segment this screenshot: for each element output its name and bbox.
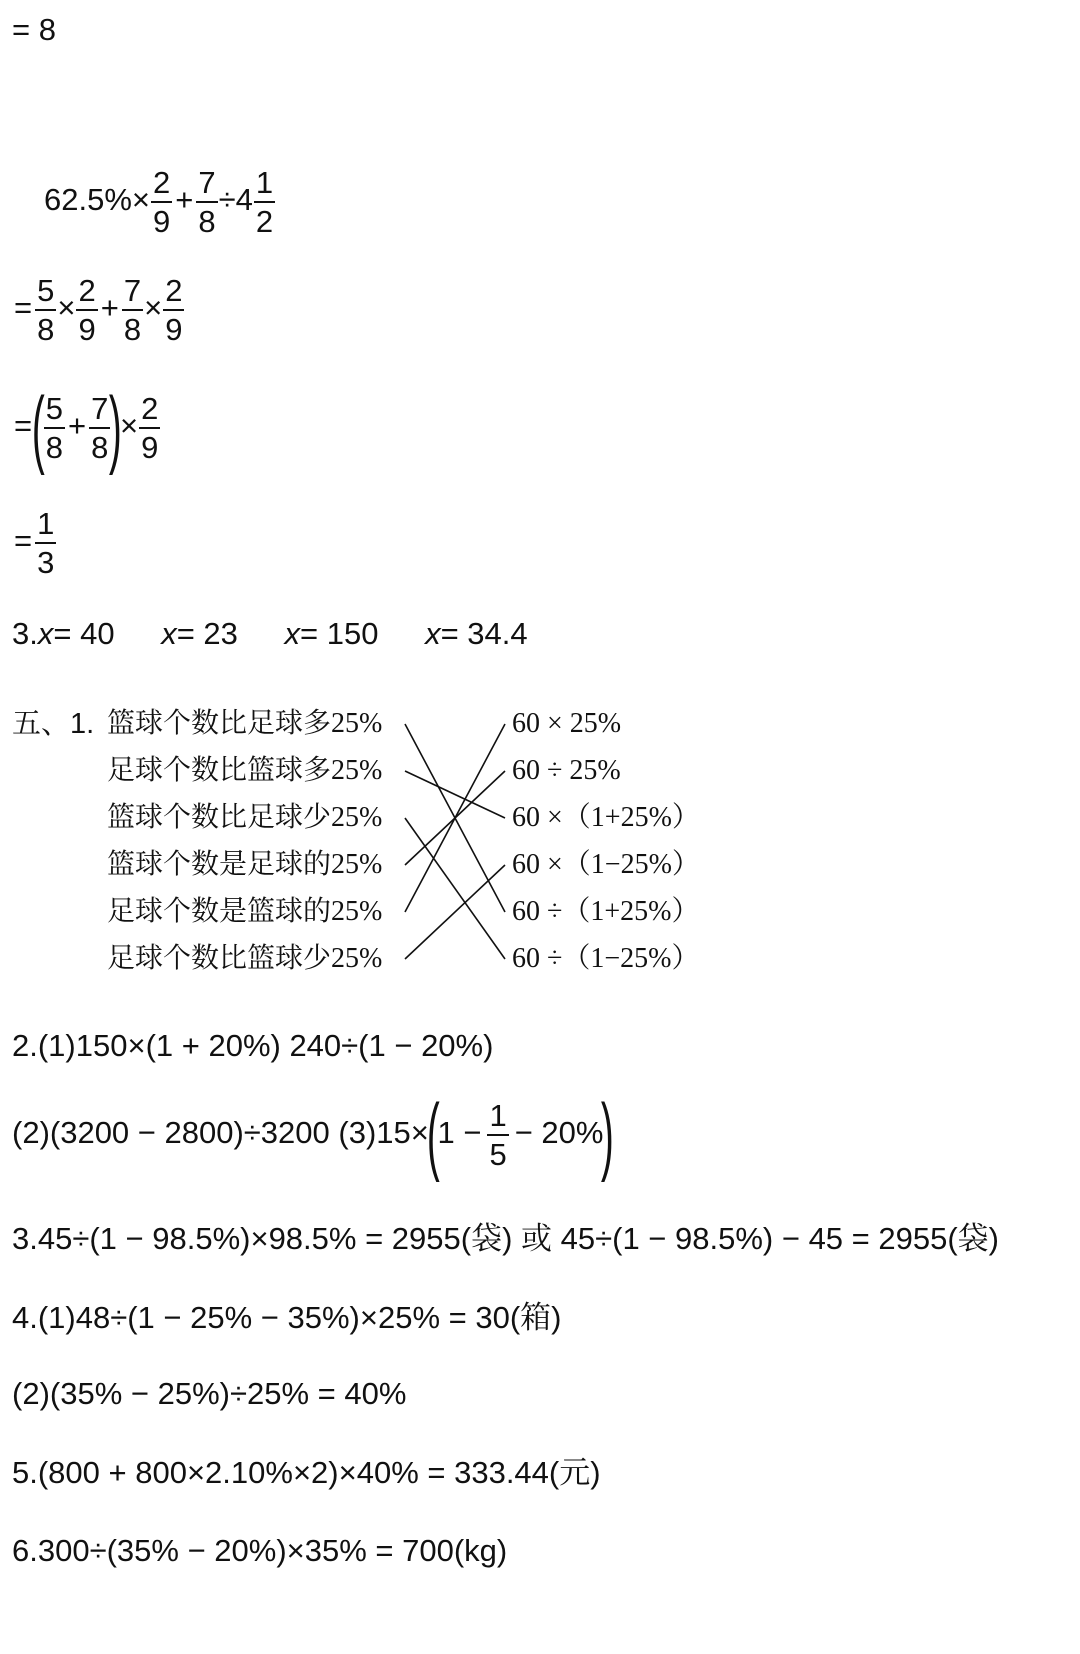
fraction: $\frac{2}{9}$ xyxy=(165,273,183,347)
answer-6: 6.300÷(35% − 20%)×35% = 700(kg) xyxy=(12,1533,508,1568)
matching-exercise xyxy=(12,710,752,995)
expr-lead: 62.5%× xyxy=(44,182,151,218)
match-line xyxy=(405,818,505,959)
left-item-3: 篮球个数是足球的25% xyxy=(107,849,383,880)
left-item-0: 篮球个数比足球多25% xyxy=(107,708,383,739)
section-5-label: 五、1. xyxy=(12,708,95,740)
fraction: $\frac{5}{8}$ xyxy=(37,273,55,347)
x-value: = 40 xyxy=(53,616,115,651)
left-item-1: 足球个数比篮球多25% xyxy=(107,755,383,786)
fraction: $\frac{2}{9}$ xyxy=(153,165,171,239)
fraction: $\frac{7}{8}$ xyxy=(123,273,142,347)
step-2-line: =( $\frac{5}{8}$ + $\frac{7}{8}$ )× $\frac{2}{9}$ xyxy=(14,380,159,476)
left-paren: ( xyxy=(426,1087,440,1183)
fraction: $\frac{7}{8}$ xyxy=(91,391,109,465)
answer-4-1: 4.(1)48÷(1 − 25% − 35%)×25% = 30(箱) xyxy=(12,1300,562,1335)
left-item-2: 篮球个数比足球少25% xyxy=(107,802,383,833)
match-line xyxy=(405,771,505,818)
match-line xyxy=(405,865,505,959)
right-item-1: 60 ÷ 25% xyxy=(512,755,621,786)
fraction: $\frac{2}{9}$ xyxy=(141,391,159,465)
answer-3-line: 3.x= 40 x= 23 x= 150 x= 34.4 xyxy=(12,616,528,651)
right-item-5: 60 ÷（1−25%） xyxy=(512,943,700,974)
answer-2-2-line: (2)(3200 − 2800)÷3200 (3)15×(1 − $\frac{1}{5}$ − 20%) xyxy=(12,1087,615,1183)
answer-4-2: (2)(35% − 25%)÷25% = 40% xyxy=(12,1376,407,1411)
fraction: $\frac{1}{2}$ xyxy=(255,165,274,239)
right-item-3: 60 ×（1−25%） xyxy=(512,849,700,880)
answer-2-1: 2.(1)150×(1 + 20%) 240÷(1 − 20%) xyxy=(12,1028,494,1063)
expression-line: 62.5%× $\frac{2}{9}$ + $\frac{7}{8}$ ÷4 $\frac{1}{2}$ xyxy=(44,165,274,239)
x-value: = 23 xyxy=(176,616,238,651)
right-paren: ) xyxy=(109,380,123,476)
fraction: $\frac{7}{8}$ xyxy=(198,165,216,239)
right-item-2: 60 ×（1+25%） xyxy=(512,802,700,833)
result-line: = 8 xyxy=(12,12,56,47)
answer-3: 3.45÷(1 − 98.5%)×98.5% = 2955(袋) 或 45÷(1 − 98.5%) − 45 = 2955(袋) xyxy=(12,1221,999,1256)
left-item-4: 足球个数是篮球的25% xyxy=(107,896,383,927)
right-item-0: 60 × 25% xyxy=(512,708,622,739)
x-value: = 150 xyxy=(300,616,379,651)
fraction: $\frac{1}{3}$ xyxy=(37,506,55,580)
fraction: $\frac{5}{8}$ xyxy=(45,391,63,465)
fraction: $\frac{2}{9}$ xyxy=(78,273,96,347)
left-item-5: 足球个数比篮球少25% xyxy=(107,943,383,974)
right-item-4: 60 ÷（1+25%） xyxy=(512,896,700,927)
step-1-line: = $\frac{5}{8}$ × $\frac{2}{9}$ + $\frac{7}{8}$ × $\frac{2}{9}$ xyxy=(14,273,183,347)
step-3-line: = $\frac{1}{3}$ xyxy=(14,506,55,580)
x-value: = 34.4 xyxy=(440,616,528,651)
left-paren: ( xyxy=(31,380,45,476)
fraction: $\frac{1}{5}$ xyxy=(489,1098,507,1172)
answer-5: 5.(800 + 800×2.10%×2)×40% = 333.44(元) xyxy=(12,1455,601,1490)
right-paren: ) xyxy=(601,1087,615,1183)
